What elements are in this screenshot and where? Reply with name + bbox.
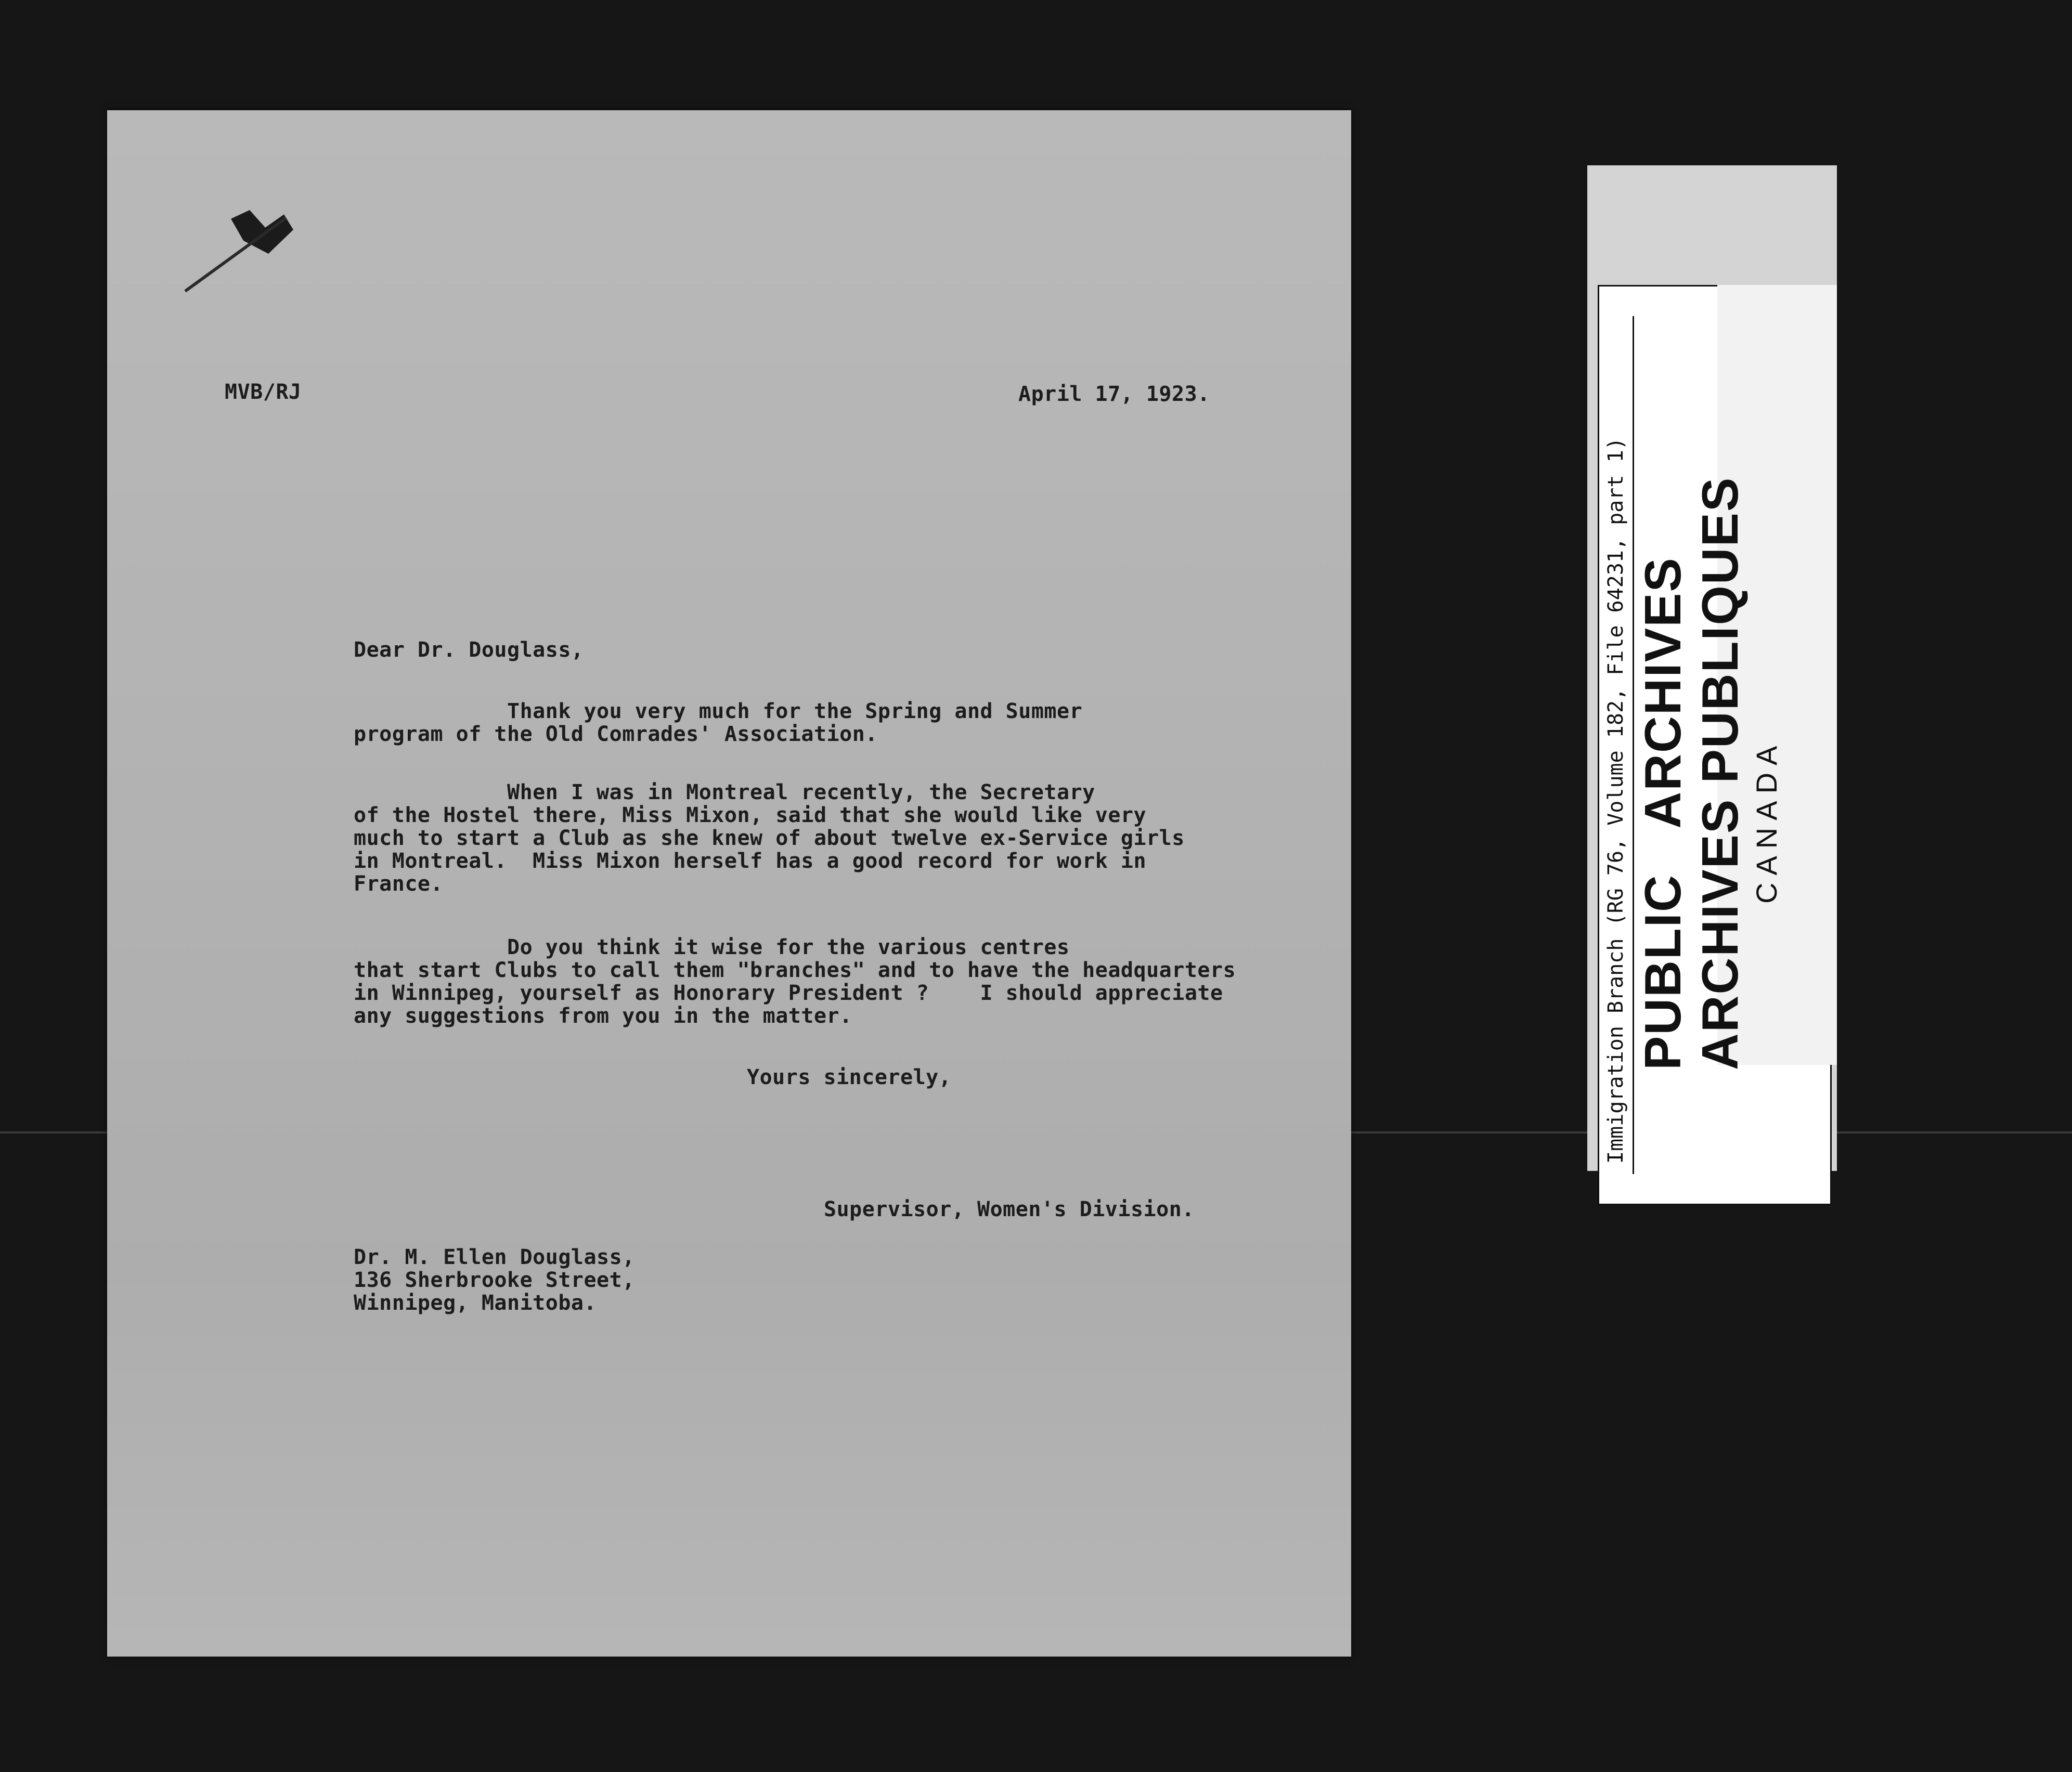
archive-reference: Immigration Branch (RG 76, Volume 182, File 64231, part 1) [1598,316,1634,1174]
label-row-1 [1634,316,1691,1174]
label-public: PUBLIC [1634,874,1691,1070]
signature-title: Supervisor, Women's Division. [824,1197,1195,1221]
paragraph-3: Do you think it wise for the various centres that start Clubs to call them "branches" and to have the headquarters in Winnipeg, yourself as Honorary President ? I should appreciate any suggestions from you in the matter. [354,935,1236,1028]
letter-date: April 17, 1923. [1018,382,1210,406]
reference-initials: MVB/RJ [225,380,302,404]
label-publiques: PUBLIQUES [1691,476,1749,784]
label-archives-fr: ARCHIVES [1634,557,1691,829]
pen-mark [184,217,287,293]
salutation: Dear Dr. Douglass, [354,638,584,662]
label-archives: ARCHIVES [1691,798,1749,1070]
label-text-block [1598,316,1821,1174]
label-canada: CANADA [1750,738,1783,904]
archive-label [1587,165,1837,1171]
recipient-address: Dr. M. Ellen Douglass, 136 Sherbrooke Street, Winnipeg, Manitoba. [354,1245,635,1315]
letter-page [107,110,1351,1657]
paragraph-2: When I was in Montreal recently, the Secretary of the Hostel there, Miss Mixon, said that she would like very much to start a Club as she knew of about twelve ex-Service girls in Montreal. Miss Mixon herself has a good record for work in France. [354,780,1185,896]
label-row-2 [1691,316,1749,1174]
paragraph-1: Thank you very much for the Spring and Summer program of the Old Comrades' Association. [354,699,1083,746]
closing: Yours sincerely, [747,1065,952,1089]
